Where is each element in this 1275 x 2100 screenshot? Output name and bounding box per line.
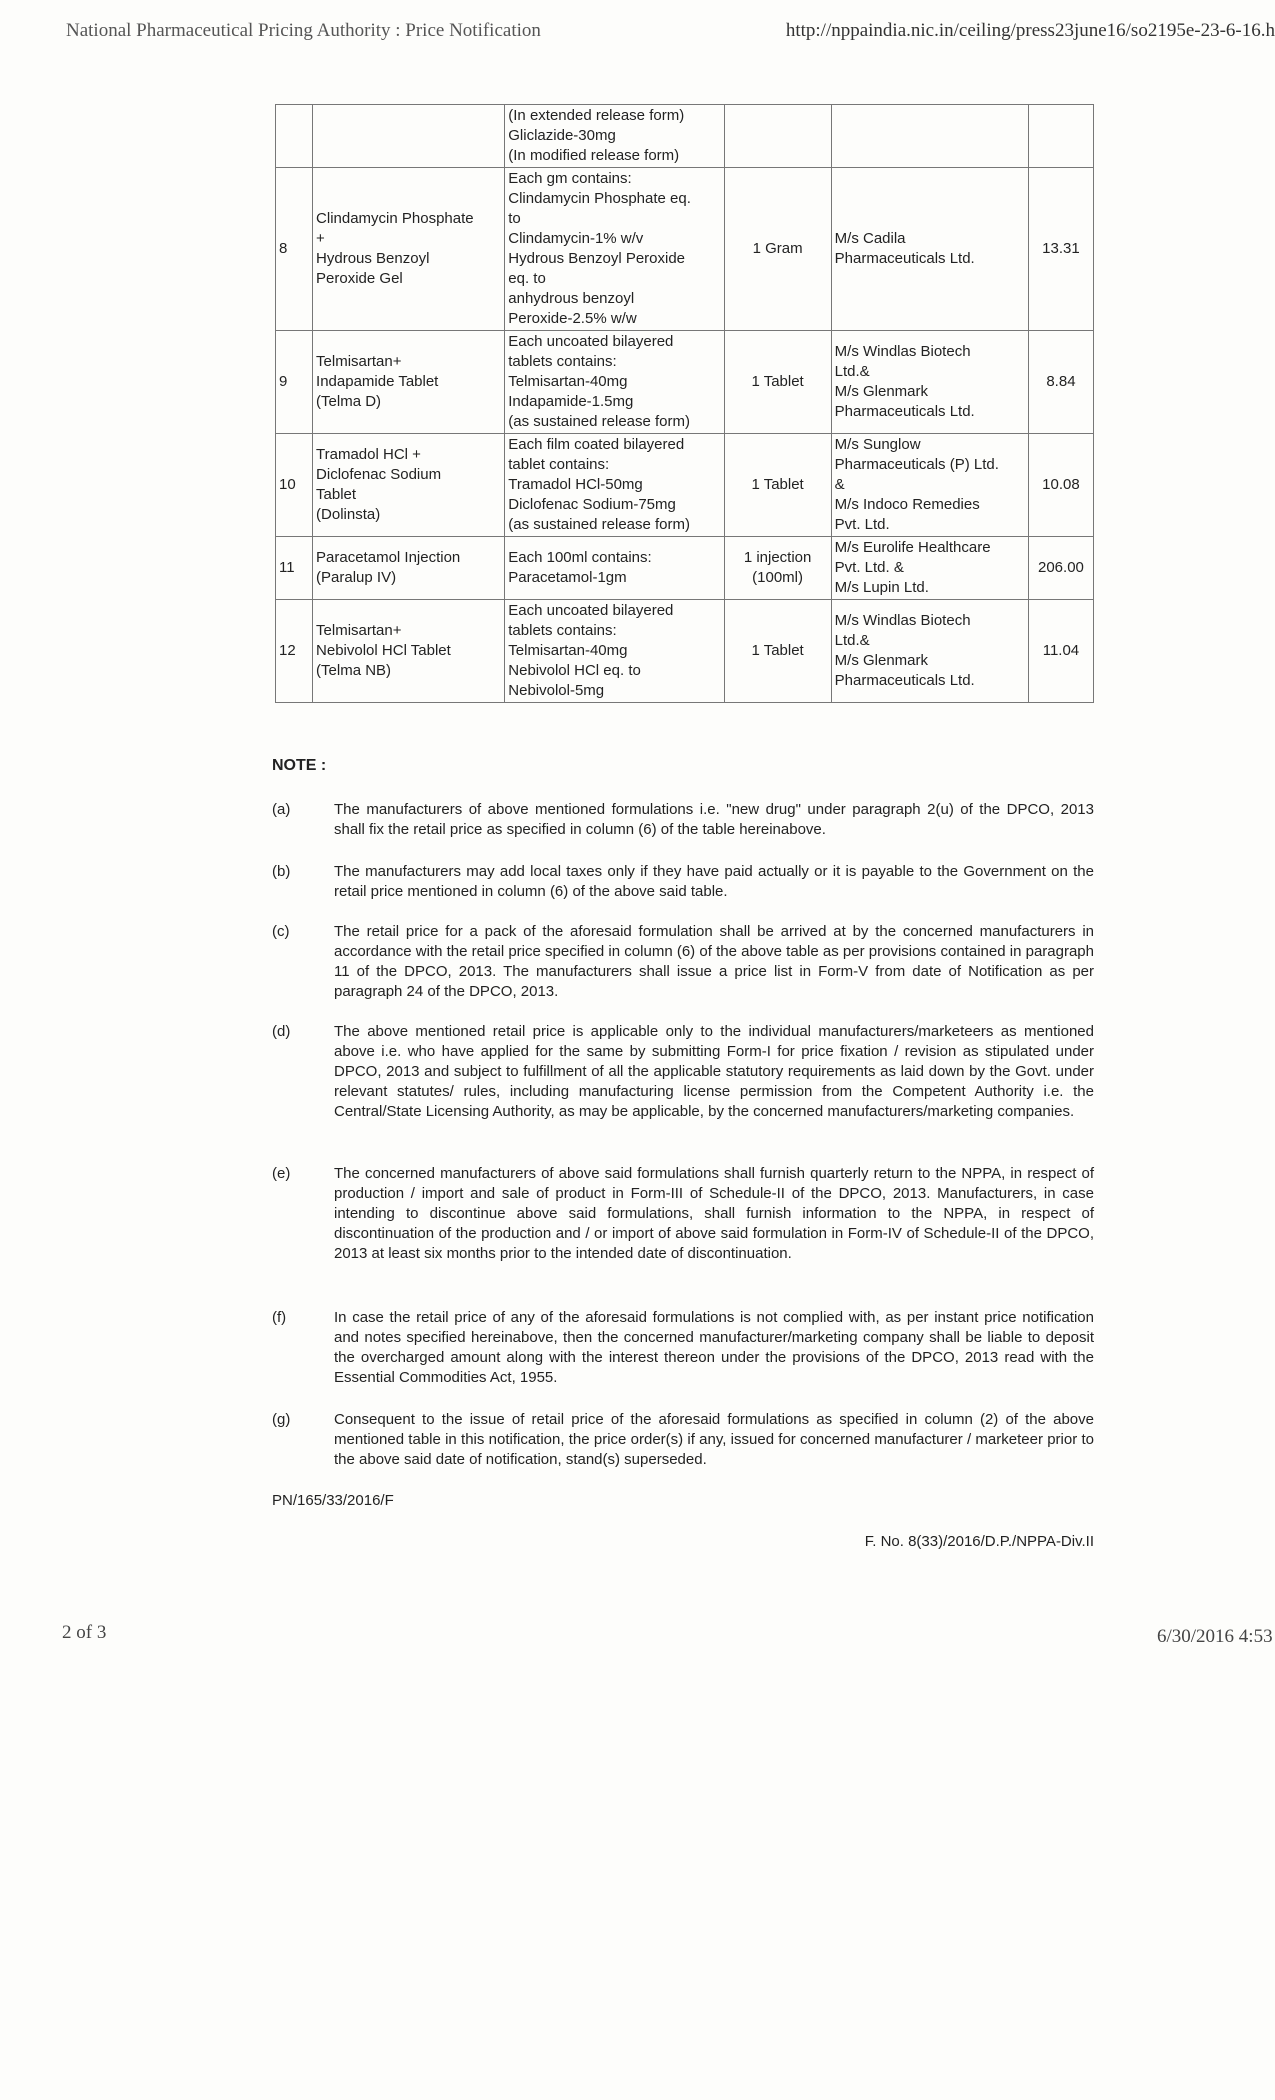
table-cell-manufacturer: M/s Sunglow Pharmaceuticals (P) Ltd. & M/s Indoco Remedies Pvt. Ltd. xyxy=(831,434,1028,537)
page-header-title: National Pharmaceutical Pricing Authority : Price Notification xyxy=(66,20,541,41)
table-row xyxy=(276,600,1094,703)
table-cell-name: Telmisartan+ Nebivolol HCl Tablet (Telma NB) xyxy=(313,600,505,703)
note-item-e xyxy=(272,1164,1094,1264)
table-cell-sn: 12 xyxy=(276,600,313,703)
page-number: 2 of 3 xyxy=(62,1622,107,1643)
notes-heading: NOTE : xyxy=(272,757,327,774)
table-row xyxy=(276,105,1094,168)
table-cell-price: 206.00 xyxy=(1028,537,1093,600)
table-cell-sn: 11 xyxy=(276,537,313,600)
table-cell-sn: 10 xyxy=(276,434,313,537)
table-cell-name xyxy=(313,105,505,168)
table-cell-name: Paracetamol Injection (Paralup IV) xyxy=(313,537,505,600)
table-cell-price: 13.31 xyxy=(1028,168,1093,331)
table-cell-unit: 1 Tablet xyxy=(724,434,831,537)
table-cell-composition: Each 100ml contains: Paracetamol-1gm xyxy=(505,537,724,600)
note-item-b xyxy=(272,862,1094,902)
note-item-g xyxy=(272,1410,1094,1470)
note-item-a xyxy=(272,800,1094,840)
table-cell-composition: (In extended release form) Gliclazide-30mg (In modified release form) xyxy=(505,105,724,168)
note-label: (b) xyxy=(272,863,291,880)
table-cell-price: 11.04 xyxy=(1028,600,1093,703)
table-cell-sn: 8 xyxy=(276,168,313,331)
note-text: The concerned manufacturers of above said formulations shall furnish quarterly return to the NPPA, in respect of production / import and sale of product in Form-III of Schedule-II of the DPCO, 2013. Manufacturers, in case intending to discontinue above said formulations, shall furnish information to the NPPA, in respect of discontinuation of the production and / or import of above said formulation in Form-IV of Schedule-II of the DPCO, 2013 at least six months prior to the intended date of discontinuation. xyxy=(334,1165,1094,1262)
table-cell-sn xyxy=(276,105,313,168)
table-cell-price: 8.84 xyxy=(1028,331,1093,434)
table-row xyxy=(276,537,1094,600)
table-cell-unit: 1 Tablet xyxy=(724,331,831,434)
note-text: In case the retail price of any of the aforesaid formulations is not complied with, as per instant price notification and notes specified hereinabove, then the concerned manufacturer/marketing company shall be liable to deposit the overcharged amount along with the interest thereon under the provisions of the DPCO, 2013 read with the Essential Commodities Act, 1955. xyxy=(334,1309,1094,1386)
note-label: (e) xyxy=(272,1165,291,1182)
file-number: F. No. 8(33)/2016/D.P./NPPA-Div.II xyxy=(864,1533,1094,1550)
reference-number: PN/165/33/2016/F xyxy=(272,1492,394,1509)
note-text: The above mentioned retail price is applicable only to the individual manufacturers/marketeers as mentioned above i.e. who have applied for the same by submitting Form-I for price fixation / revision as stipulated under DPCO, 2013 and subject to fulfillment of all the applicable statutory requirements as laid down by the Govt. under relevant statutes/ rules, including manufacturing license permission from the Competent Authority i.e. the Central/State Licensing Authority, as may be applicable, by the concerned manufacturers/marketing companies. xyxy=(334,1023,1094,1120)
table-row xyxy=(276,331,1094,434)
table-cell-price: 10.08 xyxy=(1028,434,1093,537)
table-cell-manufacturer: M/s Eurolife Healthcare Pvt. Ltd. & M/s Lupin Ltd. xyxy=(831,537,1028,600)
table-cell-manufacturer: M/s Cadila Pharmaceuticals Ltd. xyxy=(831,168,1028,331)
note-text: The manufacturers of above mentioned formulations i.e. "new drug" under paragraph 2(u) of the DPCO, 2013 shall fix the retail price as specified in column (6) of the table hereinabove. xyxy=(334,801,1094,838)
table-cell-composition: Each uncoated bilayered tablets contains: Telmisartan-40mg Nebivolol HCl eq. to Nebivolol-5mg xyxy=(505,600,724,703)
table-cell-sn: 9 xyxy=(276,331,313,434)
table-row xyxy=(276,434,1094,537)
table-cell-unit: 1 injection (100ml) xyxy=(724,537,831,600)
table-cell-unit: 1 Gram xyxy=(724,168,831,331)
table-cell-unit xyxy=(724,105,831,168)
note-text: The retail price for a pack of the aforesaid formulation shall be arrived at by the concerned manufacturers in accordance with the retail price specified in column (6) of the above table as per provisions contained in paragraph 11 of the DPCO, 2013. The manufacturers shall issue a price list in Form-V from date of Notification as per paragraph 24 of the DPCO, 2013. xyxy=(334,923,1094,1000)
table-cell-name: Telmisartan+ Indapamide Tablet (Telma D) xyxy=(313,331,505,434)
table-row xyxy=(276,168,1094,331)
table-cell-manufacturer: M/s Windlas Biotech Ltd.& M/s Glenmark Pharmaceuticals Ltd. xyxy=(831,600,1028,703)
print-datetime: 6/30/2016 4:53 xyxy=(1157,1626,1273,1647)
table-cell-price xyxy=(1028,105,1093,168)
note-label: (g) xyxy=(272,1411,291,1428)
note-label: (d) xyxy=(272,1023,291,1040)
page-header-url: http://nppaindia.nic.in/ceiling/press23june16/so2195e-23-6-16.h xyxy=(785,20,1275,41)
table-cell-composition: Each uncoated bilayered tablets contains: Telmisartan-40mg Indapamide-1.5mg (as sustained release form) xyxy=(505,331,724,434)
note-label: (a) xyxy=(272,801,291,818)
note-text: The manufacturers may add local taxes only if they have paid actually or it is payable to the Government on the retail price mentioned in column (6) of the above said table. xyxy=(334,863,1094,900)
note-label: (c) xyxy=(272,923,290,940)
note-item-c xyxy=(272,922,1094,1002)
note-text: Consequent to the issue of retail price of the aforesaid formulations as specified in column (2) of the above mentioned table in this notification, the price order(s) if any, issued for concerned manufacturer / marketeer prior to the above said date of notification, stand(s) superseded. xyxy=(334,1411,1094,1468)
note-item-d xyxy=(272,1022,1094,1122)
table-cell-unit: 1 Tablet xyxy=(724,600,831,703)
table-cell-composition: Each gm contains: Clindamycin Phosphate eq. to Clindamycin-1% w/v Hydrous Benzoyl Peroxide eq. to anhydrous benzoyl Peroxide-2.5% w/w xyxy=(505,168,724,331)
table-cell-name: Clindamycin Phosphate + Hydrous Benzoyl Peroxide Gel xyxy=(313,168,505,331)
table-cell-manufacturer: M/s Windlas Biotech Ltd.& M/s Glenmark Pharmaceuticals Ltd. xyxy=(831,331,1028,434)
table-cell-manufacturer xyxy=(831,105,1028,168)
price-table xyxy=(275,104,1094,703)
note-label: (f) xyxy=(272,1309,287,1326)
table-cell-composition: Each film coated bilayered tablet contains: Tramadol HCl-50mg Diclofenac Sodium-75mg (as sustained release form) xyxy=(505,434,724,537)
table-cell-name: Tramadol HCl + Diclofenac Sodium Tablet (Dolinsta) xyxy=(313,434,505,537)
note-item-f xyxy=(272,1308,1094,1388)
